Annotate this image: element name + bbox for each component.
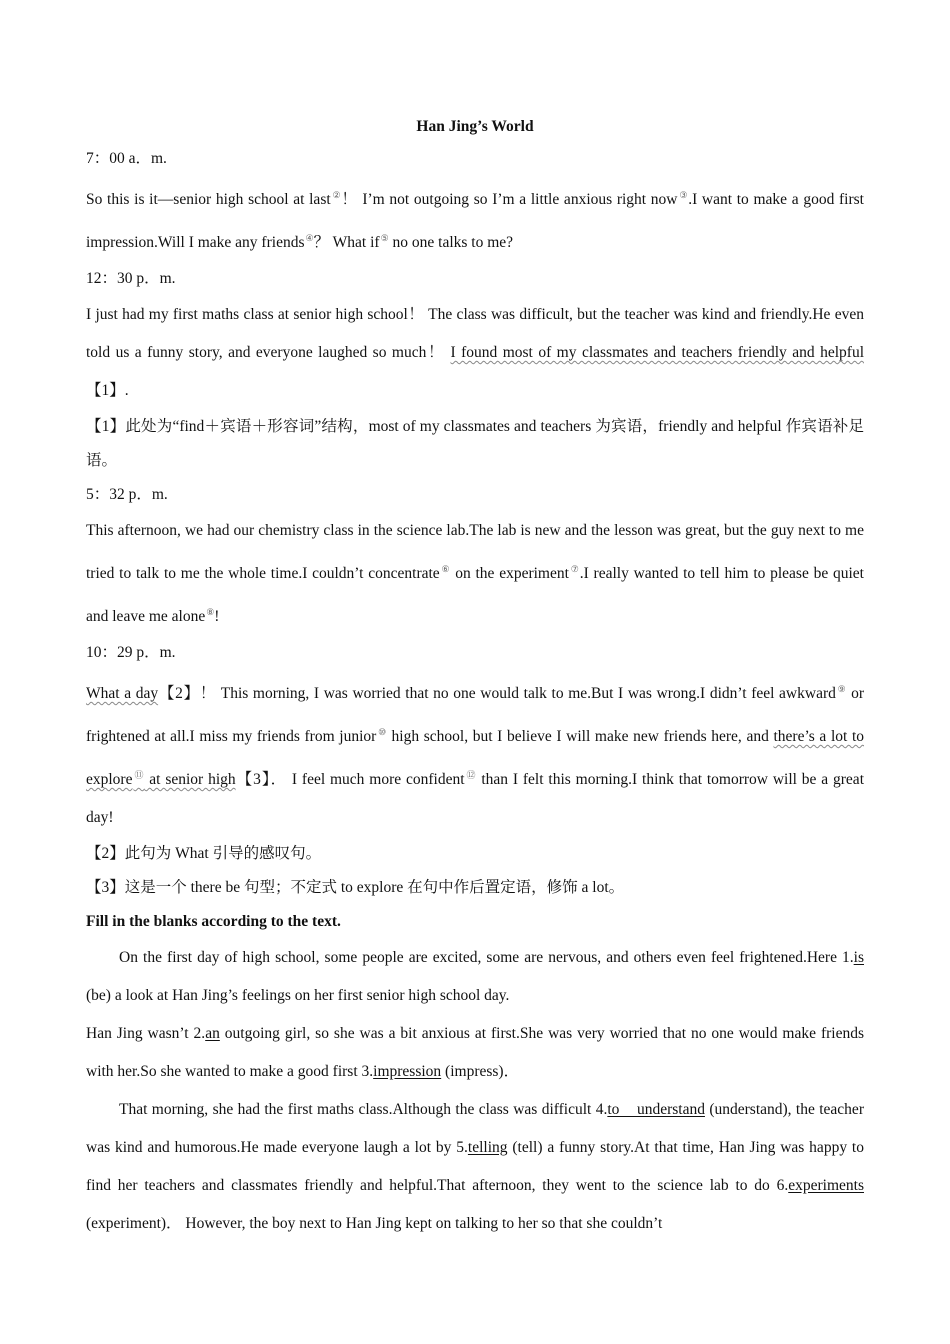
footnote-marker: ⑦: [569, 564, 580, 574]
answer-blank-2: an: [205, 1025, 220, 1042]
answer-blank-6: experiments: [788, 1177, 864, 1194]
highlighted-phrase: there’s a lot to explore⑪ at senior high: [86, 728, 864, 788]
exercise-paragraph-3: That morning, she had the first maths class.Although the class was difficult 4.to understand (understand), the teacher was kind and humorous.He made everyone laugh a lot by 5.telling (tell) a funny story.At that time, Han Jing was happy to find her teachers and classmates friendly and helpful.That afternoon, they went to the science lab to do 6.experiments (experiment)． However, the boy next to Han Jing kept on talking to her so that she couldn’t: [86, 1101, 864, 1232]
footnote-marker: ⑥: [440, 564, 451, 574]
exercise-paragraph-1: On the first day of high school, some people are excited, some are nervous, and others even feel frightened.Here 1.is (be) a look at Han Jing’s feelings on her first senior high school day.: [86, 949, 864, 1004]
grammar-note-2: 【2】此句为 What 引导的感叹句。: [86, 845, 322, 862]
footnote-marker: ⑧: [206, 607, 215, 617]
entry-paragraph-2: I just had my first maths class at senior high school！ The class was difficult, but the teacher was kind and friendly.He even told us a funny story, and everyone laughed so much！ I found most of my classmates and teachers friendly and helpful【1】.: [86, 306, 864, 399]
entry-paragraph-1: So this is it—senior high school at last②！ I’m not outgoing so I’m a little anxious right now③.I want to make a good first impression.Will I make any friends④？ What if⑤ no one talks to me?: [86, 190, 864, 251]
footnote-marker: ⑩: [377, 727, 387, 737]
entry-time-3: 5：32 p．m.: [86, 486, 168, 503]
entry-time-4: 10：29 p．m.: [86, 644, 176, 661]
exercise-paragraph-2: Han Jing wasn’t 2.an outgoing girl, so she was a bit anxious at first.She was very worried that no one would make friends with her.So she wanted to make a good first 3.impression (impress)．: [86, 1025, 864, 1080]
answer-blank-4: to understand: [607, 1101, 705, 1118]
answer-blank-1: is: [853, 949, 864, 966]
answer-blank-3: impression: [373, 1063, 442, 1080]
note-marker: 【2】: [158, 685, 200, 702]
footnote-marker: ⑫: [465, 770, 477, 780]
footnote-marker: ③: [678, 190, 689, 200]
document-page: [86, 112, 864, 1243]
footnote-marker: ⑤: [380, 233, 389, 243]
footnote-marker: ②: [331, 190, 342, 200]
note-marker: 【1】: [86, 382, 125, 399]
answer-blank-5: telling: [467, 1139, 508, 1156]
grammar-note-1: 【1】此处为“find＋宾语＋形容词”结构，most of my classmates and teachers 为宾语，friendly and helpful 作宾语补足语。: [86, 418, 864, 469]
grammar-note-3: 【3】这是一个 there be 句型；不定式 to explore 在句中作后置定语，修饰 a lot。: [86, 879, 625, 896]
footnote-marker: ⑪: [133, 770, 145, 780]
highlighted-sentence: I found most of my classmates and teachers friendly and helpful: [450, 344, 864, 361]
entry-paragraph-4: What a day【2】！ This morning, I was worried that no one would talk to me.But I was wrong.I didn’t feel awkward⑨ or frightened at all.I miss my friends from junior⑩ high school, but I believe I will make new friends here, and there’s a lot to explore⑪ at senior high【3】． I feel much more confident⑫ than I felt this morning.I think that tomorrow will be a great day!: [86, 684, 864, 826]
exercise-heading: Fill in the blanks according to the text.: [86, 913, 341, 930]
footnote-marker: ④: [305, 233, 314, 243]
note-marker: 【3】: [235, 771, 271, 788]
highlighted-phrase: What a day: [86, 685, 159, 702]
entry-time-2: 12：30 p．m.: [86, 270, 176, 287]
article-title: Han Jing’s World: [416, 118, 534, 135]
footnote-marker: ⑨: [836, 684, 847, 694]
entry-time-1: 7：00 a．m.: [86, 150, 167, 167]
entry-paragraph-3: This afternoon, we had our chemistry class in the science lab.The lab is new and the lesson was great, but the guy next to me tried to talk to me the whole time.I couldn’t concentrate⑥ on the experiment⑦.I really wanted to tell him to please be quiet and leave me alone⑧!: [86, 522, 864, 625]
